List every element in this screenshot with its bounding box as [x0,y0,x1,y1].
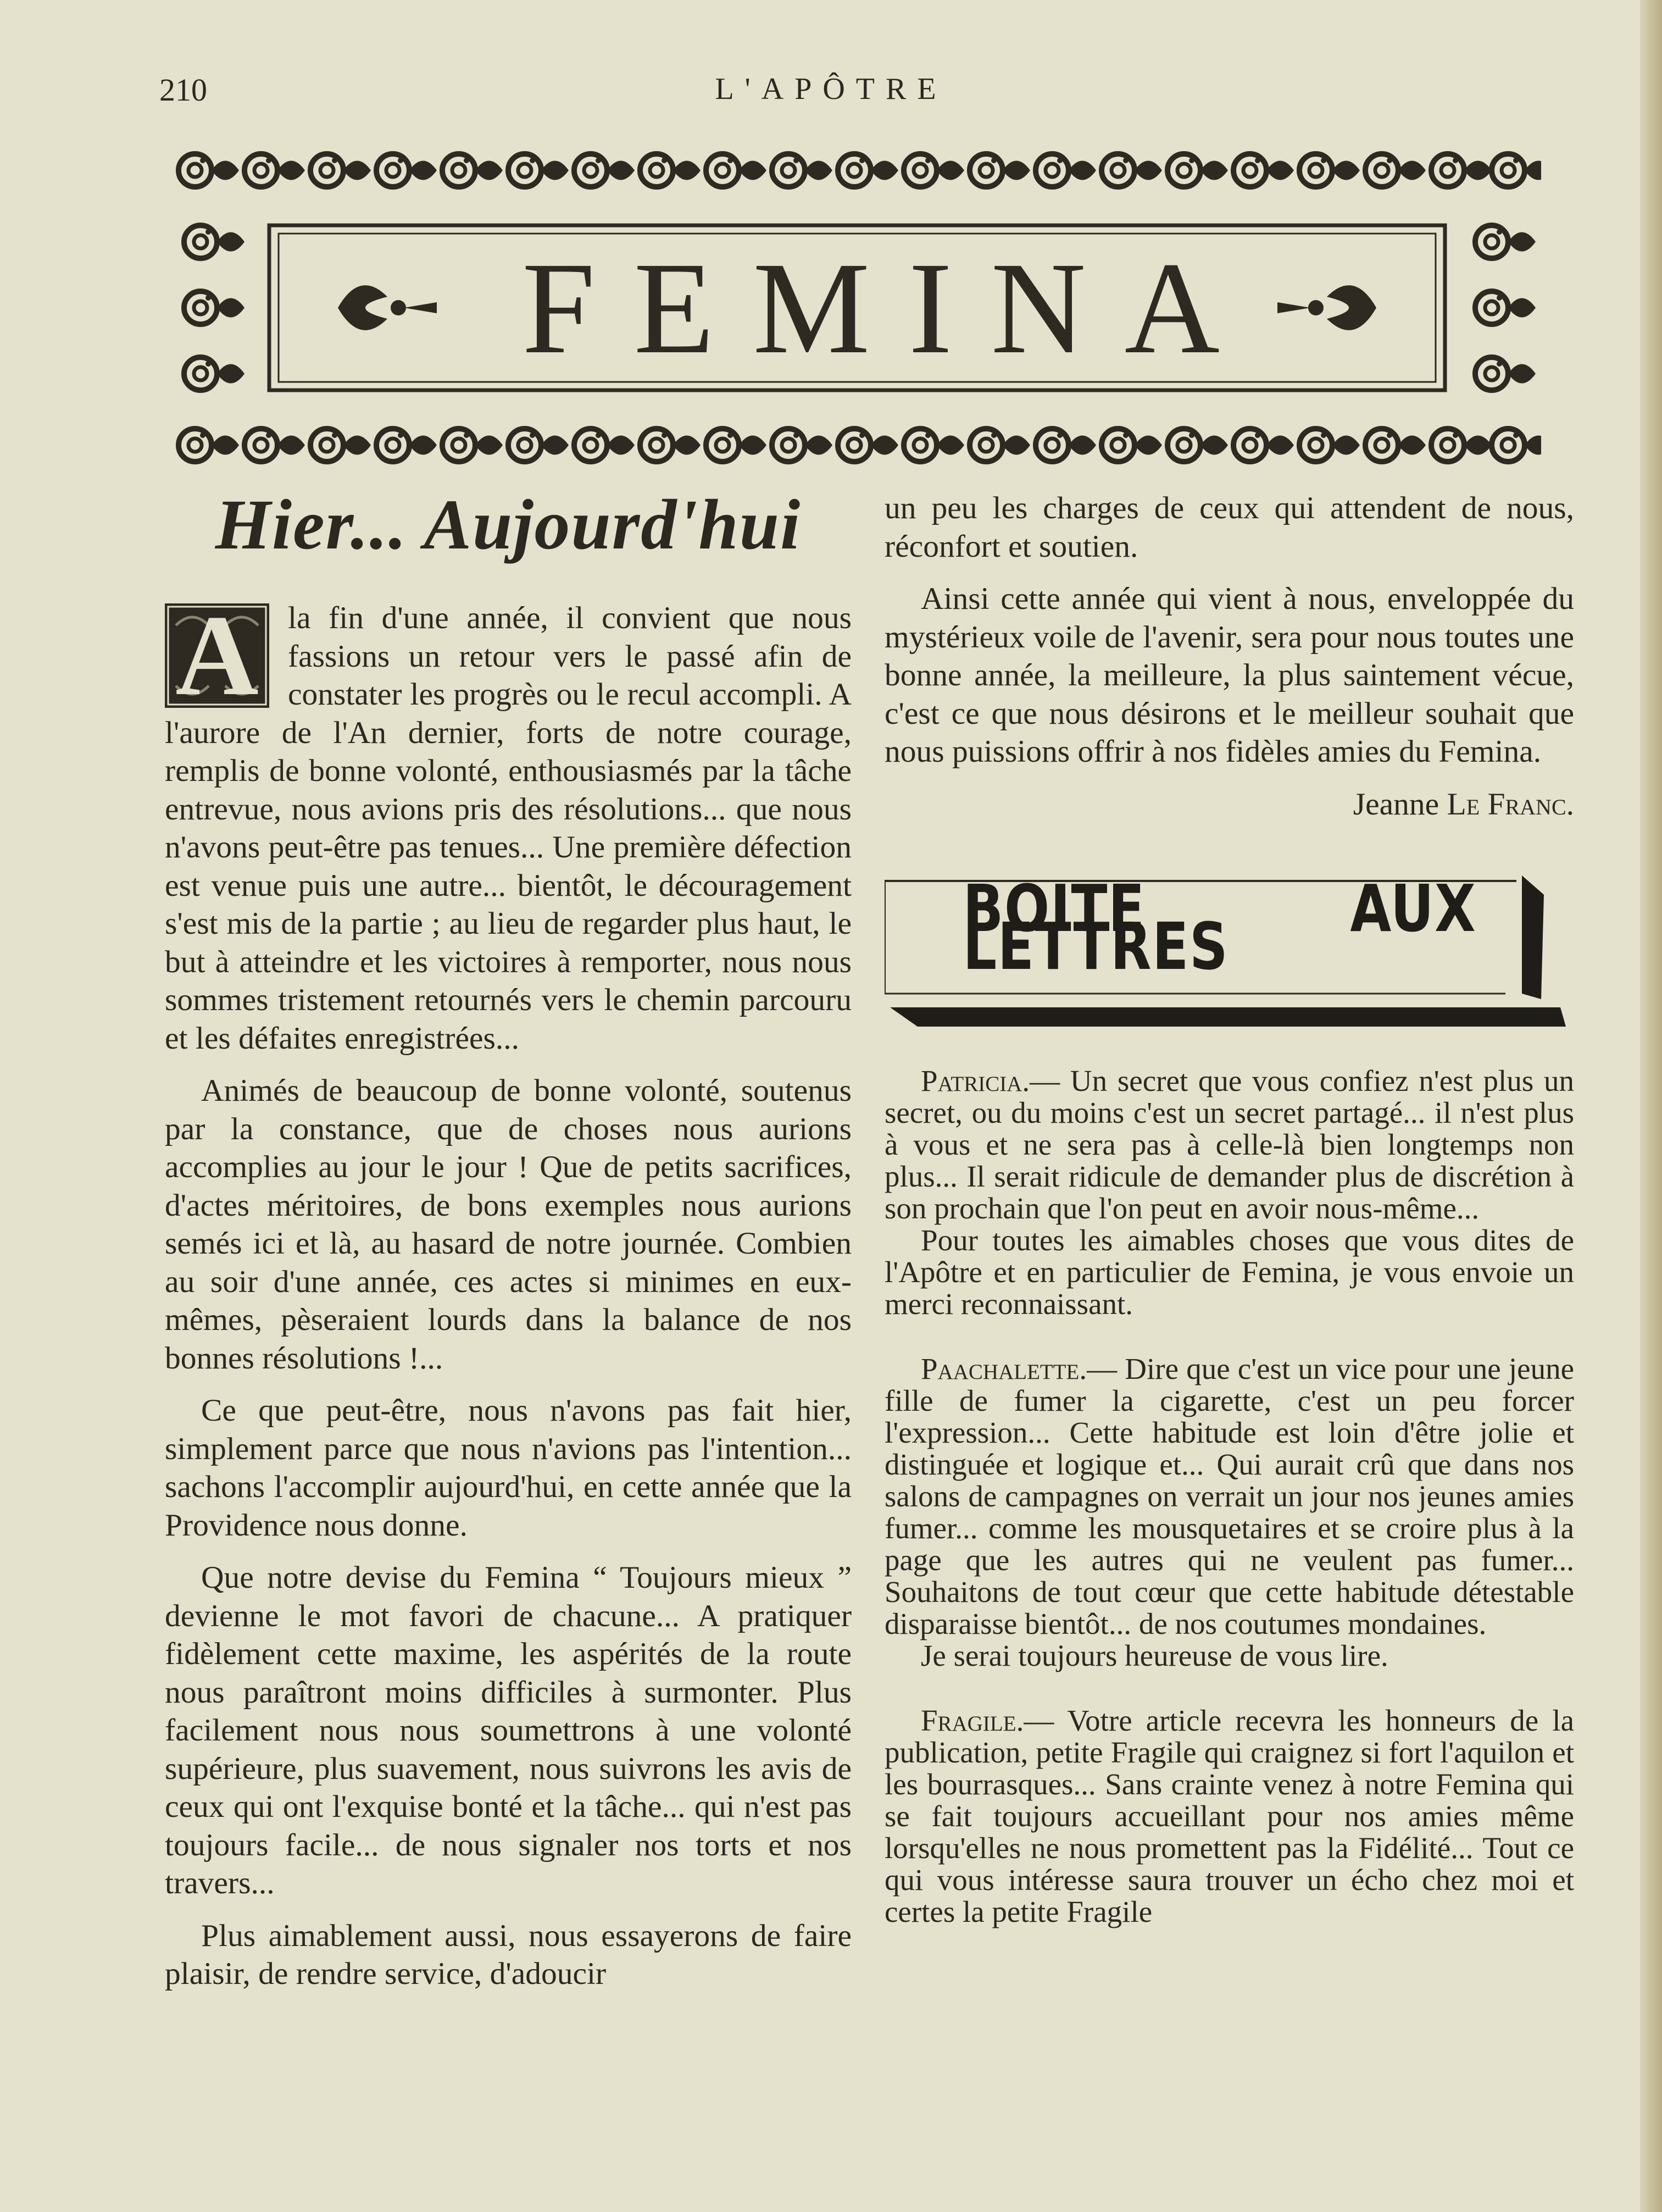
article-paragraph-1 [165,592,852,1057]
correspondent-name: Fragile. [921,1704,1024,1737]
letter-entry [885,1705,1574,1928]
dropcap [165,592,269,719]
banner-title: FEMINA [521,235,1259,381]
correspondent-name: Patricia. [921,1064,1030,1097]
dropcap-letter: A [175,592,259,719]
letter-text: — Dire que c'est un vice pour une jeune fille de fumer la cigarette, c'est un peu forcer l'expression... Cette habitude est loin d'être jolie et distinguée et logique et... Qui aurait crû que dans nos salons de campagnes on verrait un jour nos jeunes amies fumer... comme les mousquetaires et se croire plus à la page que les autres qui ne veulent pas fumer... Souhaitons de tout cœur que cette habitude détestable disparaisse bientôt... de nos coutumes mondaines. [885,1352,1574,1640]
mailbox-header [885,870,1566,1027]
letter-text: — Un secret que vous confiez n'est plus un secret, ou du moins c'est un secret partagé... il n'est plus à vous et ne sera pas à celle-là bien longtemps non plus... Il serait ridicule de demander plus de discrétion à son prochain que l'on peut en avoir nous-même... [885,1064,1574,1225]
mailbox-title: BOITE AUX LETTRES [963,870,1477,984]
left-column [165,484,852,2008]
journal-title: L'APÔTRE [715,72,947,106]
article-paragraph-5: Plus aimablement aussi, nous essayerons de faire plaisir, de rendre service, d'adoucir [165,1918,852,1991]
article-paragraph-2: Animés de beaucoup de bonne volonté, soutenus par la constance, que de choses nous aurions accomplies au jour le jour ! Que de petits sacrifices, d'actes méritoires, de bons exemples nous aurions semés ici et là, au hasard de notre journée. Combien au soir d'une année, ces actes si minimes en eux-mêmes, pèseraient lourds dans la balance de nos bonnes résolutions !... [165,1073,852,1376]
article-paragraph-3: Ce que peut-être, nous n'avons pas fait hier, simplement parce que nous n'avions pas l'intention... sachons l'accomplir aujourd'hui, en cette année que la Providence nous donne. [165,1393,852,1543]
running-head [0,71,1662,115]
article-title: Hier... Aujourd'hui [215,485,802,564]
article-paragraph-6: un peu les charges de ceux qui attendent de nous, réconfort et soutien. [885,491,1574,564]
mailbox-letters [885,1065,1574,1928]
signature-last: Le Franc. [1447,786,1574,822]
article-paragraph-7: Ainsi cette année qui vient à nous, enveloppée du mystérieux voile de l'avenir, sera pour nous toutes une bonne année, la meilleure, la plus saintement vécue, c'est ce que nous désirons et le meilleur souhait que nous puissions offrir à nos fidèles amies du Femina. [885,581,1574,769]
page-number: 210 [159,72,207,108]
letter-text: Je serai toujours heureuse de vous lire. [921,1639,1388,1672]
page-edge [1640,0,1662,2212]
signature [885,785,1574,824]
letter-text: — Votre article recevra les honneurs de la publication, petite Fragile qui craignez si fort l'aquilon et les bourrasques... Sans crainte venez à notre Femina qui se fait toujours accueillant pour nos amies même lorsqu'elles ne nous promettent pas la Fidélité... Tout ce qui vous intéresse saura trouver un écho chez moi et certes la petite Fragile [885,1704,1574,1928]
letter-entry [885,1353,1574,1640]
femina-banner [173,143,1541,478]
signature-first: Jeanne [1353,786,1447,822]
letter-text: Pour toutes les aimables choses que vous dites de l'Apôtre et en particulier de Femina, je vous envoie un merci reconnaissant. [885,1223,1574,1321]
article-text-1: la fin d'une année, il convient que nous fassions un retour vers le passé afin de constater les progrès ou le recul accompli. A l'aurore de l'An dernier, forts de notre courage, remplis de bonne volonté, enthousiasmés par la tâche entrevue, nous avions pris des résolutions... que nous n'avons peut-être pas tenues... Une première défection est venue puis une autre... bientôt, le découragement s'est mis de la partie ; au lieu de regarder plus haut, le but à atteindre et les victoires à remporter, nous nous sommes tristement retournés vers le chemin parcouru et les défaites enregistrées... [165,601,852,1056]
letter-entry [885,1065,1574,1224]
right-column [885,489,1574,1928]
article-paragraph-4: Que notre devise du Femina “ Toujours mieux ” devienne le mot favori de chacune... A pratiquer fidèlement cette maxime, les aspérités de la route nous paraîtront moins difficiles à surmonter. Plus facilement nous nous soumettrons à une volonté supérieure, plus suavement, nous suivrons les avis de ceux qui ont l'exquise bonté et la tâche... qui n'est pas toujours facile... de nous signaler nos torts et nos travers... [165,1560,852,1900]
correspondent-name: Paachalette. [921,1352,1087,1385]
